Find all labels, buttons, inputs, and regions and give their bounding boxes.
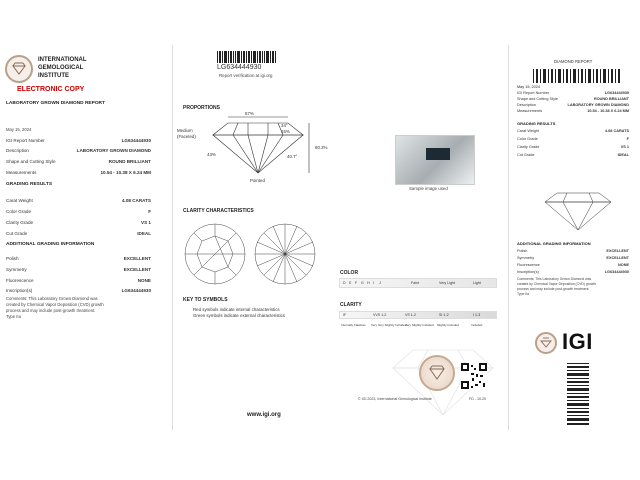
copyright-text: © IGI 2023, International Gemological Institute (358, 397, 432, 401)
right-additional-row: Fluorescence NONE (517, 263, 629, 267)
color-grade: I (373, 281, 374, 285)
clarity-grade: VVS 1-2 (373, 313, 387, 317)
comments-line: Type IIa (6, 314, 21, 319)
right-grading-row: Clarity Grade VS 1 (517, 145, 629, 149)
right-additional-row: Symmetry EXCELLENT (517, 256, 629, 260)
right-additional-title: ADDITIONAL GRADING INFORMATION (517, 241, 591, 246)
prop-label-crown-angle: 34° (281, 123, 288, 128)
clarity-desc: Very Slightly Included (405, 323, 434, 327)
color-grade: Faint (411, 281, 419, 285)
right-grading-row: Color Grade F (517, 137, 629, 141)
color-grade: H (367, 281, 370, 285)
prop-label-faceted: (Faceted) (177, 134, 196, 139)
sample-photo (395, 135, 475, 185)
right-detail-row: Measurements 10.54 - 10.38 X 6.24 MM (517, 109, 629, 113)
additional-row: Fluorescence NONE (6, 278, 151, 283)
color-grade: D (343, 281, 346, 285)
prop-label-culet: Pointed (250, 178, 265, 183)
color-grade: E (349, 281, 352, 285)
proportions-diagram (203, 113, 313, 183)
grading-row: Carat Weight 4.08 CARATS (6, 198, 151, 203)
clarity-characteristics-title: CLARITY CHARACTERISTICS (183, 208, 254, 214)
sample-image-caption: Sample image used (409, 186, 448, 191)
right-comments-line: process and may include post-growth treatment. (517, 287, 590, 291)
verification-text: Report verification at igi.org (219, 73, 273, 78)
prop-label-pavilion: 43% (207, 152, 216, 157)
color-scale-title: COLOR (340, 270, 359, 276)
right-comments-line: Type IIa (517, 292, 530, 296)
barcode (217, 50, 277, 62)
detail-row: Measurements 10.54 - 10.38 X 6.24 MM (6, 170, 151, 175)
right-barcode (533, 69, 621, 83)
additional-info-title: ADDITIONAL GRADING INFORMATION (6, 242, 95, 247)
report-date: May 15, 2024 (6, 127, 32, 132)
right-grading-title: GRADING RESULTS (517, 121, 556, 126)
left-report-panel (0, 45, 172, 430)
prop-label-pavilion-angle: 40.7° (287, 154, 298, 159)
prop-label-crown-height: 15% (281, 129, 290, 134)
clarity-grade: SI 1-2 (439, 313, 449, 317)
key-line-green: Green symbols indicate external characteristics (193, 313, 285, 318)
comments-line: created by Chemical Vapor Deposition (CVD) growth (6, 302, 104, 307)
right-title: DIAMOND REPORT (554, 59, 593, 64)
barcode-number: LG634444930 (217, 64, 262, 71)
prop-label-depth: 60.2% (315, 145, 328, 150)
color-grade: J (379, 281, 381, 285)
grading-row: Cut Grade IDEAL (6, 231, 151, 236)
clarity-grade: VS 1-2 (405, 313, 416, 317)
prop-label-medium: Medium (177, 128, 193, 133)
comments-line: Comments: This Laboratory Grown Diamond was (6, 296, 98, 301)
right-comments-line: created by Chemical Vapor Deposition (CVD) growth (517, 282, 597, 286)
institute-name-line-2: GEMOLOGICAL (38, 65, 84, 71)
proportions-title: PROPORTIONS (183, 105, 220, 111)
igi-seal-icon (5, 55, 33, 83)
vertical-barcode (567, 363, 589, 427)
clarity-plot-pavilion (253, 222, 317, 286)
right-comments-line: Comments: This Laboratory Grown Diamond was (517, 277, 592, 281)
website-link[interactable]: www.igi.org (247, 412, 281, 418)
detail-row: IGI Report Number LG634444930 (6, 138, 151, 143)
igi-logo-seal-icon (535, 332, 557, 354)
right-detail-row: IGI Report Number LG634444930 (517, 91, 629, 95)
prop-label-table: 57% (245, 111, 254, 116)
additional-row: Inscription(s) LG634444930 (6, 288, 151, 293)
key-line-red: Red symbols indicate internal characteristics (193, 307, 280, 312)
right-date: May 15, 2024 (517, 85, 541, 89)
grading-row: Clarity Grade VS 1 (6, 220, 151, 225)
additional-row: Symmetry EXCELLENT (6, 267, 151, 272)
right-additional-row: Inscription(s) LG634444930 (517, 270, 629, 274)
clarity-plot-crown (183, 222, 247, 286)
clarity-desc: Very Very Slightly Included (371, 323, 407, 327)
clarity-grade: IF (343, 313, 347, 317)
right-detail-row: Shape and Cutting Style ROUND BRILLIANT (517, 97, 629, 101)
right-additional-row: Polish EXCELLENT (517, 249, 629, 253)
institute-name-line-3: INSTITUTE (38, 73, 69, 79)
additional-row: Polish EXCELLENT (6, 256, 151, 261)
key-to-symbols-title: KEY TO SYMBOLS (183, 297, 228, 303)
igi-logo-text: IGI (562, 329, 593, 354)
report-title: LABORATORY GROWN DIAMOND REPORT (6, 101, 105, 106)
right-proportions-diagram (539, 185, 617, 235)
color-grade: G (361, 281, 364, 285)
clarity-desc: Internally Flawless (341, 323, 366, 327)
electronic-copy-label: ELECTRONIC COPY (17, 86, 85, 93)
clarity-desc: Included (471, 323, 483, 327)
clarity-desc: Slightly Included (437, 323, 459, 327)
color-grade: Light (473, 281, 481, 285)
right-grading-row: Cut Grade IDEAL (517, 153, 629, 157)
right-report-panel (509, 45, 640, 430)
detail-row: Description LABORATORY GROWN DIAMOND (6, 148, 151, 153)
institute-name-line-1: INTERNATIONAL (38, 57, 87, 63)
clarity-scale-title: CLARITY (340, 302, 362, 308)
comments-line: process and may include post-growth treatment. (6, 308, 96, 313)
igi-gold-seal-icon (419, 355, 455, 391)
clarity-grade: I 1-3 (473, 313, 481, 317)
grading-row: Color Grade F (6, 209, 151, 214)
detail-row: Shape and Cutting Style ROUND BRILLIANT (6, 159, 151, 164)
grading-results-title: GRADING RESULTS (6, 182, 53, 187)
right-detail-row: Description LABORATORY GROWN DIAMOND (517, 103, 629, 107)
form-number: FD - 10.20 (469, 397, 486, 401)
qr-code[interactable] (461, 363, 487, 389)
color-grade: Very Light (439, 281, 455, 285)
color-grade: F (355, 281, 358, 285)
right-grading-row: Carat Weight 4.08 CARATS (517, 129, 629, 133)
middle-report-panel (173, 45, 508, 430)
